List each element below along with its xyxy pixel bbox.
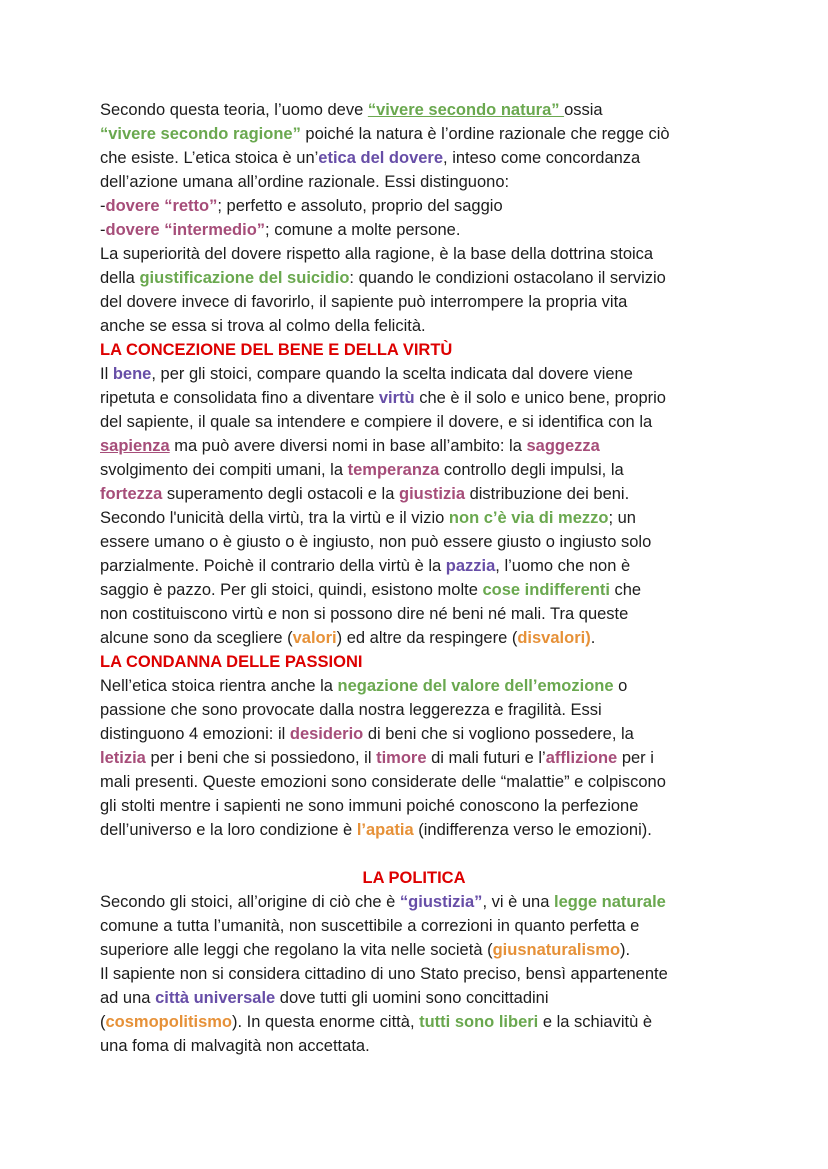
highlighted-term: temperanza	[347, 461, 440, 479]
text-run: del dovere invece di favorirlo, il sapiente può interrompere la propria vita	[100, 293, 628, 311]
text-run: ). In questa enorme città,	[232, 1013, 420, 1031]
highlighted-term: dovere “retto”	[105, 197, 218, 215]
text-run: .	[590, 629, 596, 647]
text-run: una foma di malvagità non accettata.	[100, 1037, 370, 1055]
text-line	[100, 578, 728, 602]
text-run: ) ed altre da respingere (	[336, 629, 518, 647]
text-run: Secondo l'unicità della virtù, tra la virtù e il vizio	[100, 509, 449, 527]
text-run: distinguono 4 emozioni: il	[100, 725, 290, 743]
text-run: gli stolti mentre i sapienti ne sono immuni poiché conoscono la perfezione	[100, 797, 639, 815]
text-line	[100, 386, 728, 410]
highlighted-term: desiderio	[289, 725, 364, 743]
text-run: ripetuta e consolidata fino a diventare	[100, 389, 379, 407]
text-run: del sapiente, il quale sa intendere e compiere il dovere, e si identifica con la	[100, 413, 653, 431]
highlighted-term: legge naturale	[553, 893, 666, 911]
text-run: ; perfetto e assoluto, proprio del saggio	[217, 197, 503, 215]
highlighted-term: “vivere secondo ragione”	[100, 125, 301, 143]
highlighted-term: giusnaturalismo	[492, 941, 621, 959]
highlighted-term: sapienza	[100, 437, 170, 455]
text-line	[100, 602, 728, 626]
section-heading	[100, 866, 728, 890]
text-line	[100, 266, 728, 290]
text-run: parzialmente. Poichè il contrario della virtù è la	[100, 557, 446, 575]
section-heading	[100, 338, 728, 362]
text-line	[100, 674, 728, 698]
highlighted-term: giustizia	[398, 485, 465, 503]
text-run: Nell’etica stoica rientra anche la	[100, 677, 338, 695]
text-run: dell’universo e la loro condizione è	[100, 821, 357, 839]
text-run: Secondo questa teoria, l’uomo deve	[100, 101, 368, 119]
document-body	[100, 98, 728, 1058]
text-line	[100, 698, 728, 722]
highlighted-term: “vivere secondo natura”	[367, 101, 565, 119]
text-run: che è il solo e unico bene, proprio	[414, 389, 666, 407]
highlighted-term: dovere “intermedio”	[105, 221, 266, 239]
text-line	[100, 482, 728, 506]
text-line	[100, 218, 728, 242]
text-run: per i beni che si possiedono, il	[145, 749, 377, 767]
text-line	[100, 242, 728, 266]
text-line	[100, 1010, 728, 1034]
highlighted-term: pazzia	[445, 557, 496, 575]
text-run: Il sapiente non si considera cittadino di uno Stato preciso, bensì appartenente	[100, 965, 668, 983]
highlighted-term: tutti sono liberi	[419, 1013, 539, 1031]
text-line	[100, 626, 728, 650]
text-line	[100, 458, 728, 482]
section-heading-text: LA CONDANNA DELLE PASSIONI	[100, 653, 363, 671]
text-run: della	[100, 269, 140, 287]
text-run: non costituiscono virtù e non si possono dire né beni né mali. Tra queste	[100, 605, 629, 623]
text-run: ad una	[100, 989, 156, 1007]
text-run: di beni che si vogliono possedere, la	[363, 725, 634, 743]
text-line	[100, 914, 728, 938]
highlighted-term: giustificazione del suicidio	[139, 269, 350, 287]
text-line	[100, 314, 728, 338]
text-run: ma può avere diversi nomi in base all’ambito: la	[169, 437, 527, 455]
text-line	[100, 722, 728, 746]
section-heading-text: LA CONCEZIONE DEL BENE E DELLA VIRTÙ	[100, 341, 453, 359]
text-run: , l’uomo che non è	[495, 557, 631, 575]
text-run: ).	[620, 941, 631, 959]
text-line	[100, 122, 728, 146]
text-line	[100, 818, 728, 842]
highlighted-term: l’apatia	[356, 821, 414, 839]
text-run: che esiste. L’etica stoica è un’	[100, 149, 319, 167]
text-line	[100, 146, 728, 170]
text-run: e la schiavitù è	[538, 1013, 653, 1031]
highlighted-term: “giustizia”	[399, 893, 483, 911]
text-run: per i	[617, 749, 654, 767]
text-run: che	[609, 581, 642, 599]
text-run: , vi è una	[482, 893, 554, 911]
text-line	[100, 362, 728, 386]
text-run: anche se essa si trova al colmo della felicità.	[100, 317, 426, 335]
text-run: superiore alle leggi che regolano la vita nelle società (	[100, 941, 493, 959]
text-run: poiché la natura è l’ordine razionale che regge ciò	[300, 125, 670, 143]
text-run: Il	[100, 365, 113, 383]
text-run: comune a tutta l’umanità, non suscettibile a correzioni in quanto perfetta e	[100, 917, 640, 935]
text-run: ; un	[608, 509, 636, 527]
text-line	[100, 986, 728, 1010]
text-run: o	[613, 677, 628, 695]
highlighted-term: virtù	[378, 389, 415, 407]
text-line	[100, 938, 728, 962]
text-line	[100, 410, 728, 434]
text-run: dell’azione umana all’ordine razionale. Essi distinguono:	[100, 173, 510, 191]
text-run: svolgimento dei compiti umani, la	[100, 461, 348, 479]
text-run: superamento degli ostacoli e la	[162, 485, 399, 503]
text-run: ; comune a molte persone.	[265, 221, 461, 239]
text-line	[100, 530, 728, 554]
text-run: controllo degli impulsi, la	[439, 461, 624, 479]
text-line	[100, 746, 728, 770]
text-line	[100, 98, 728, 122]
highlighted-term: disvalori)	[517, 629, 591, 647]
text-line	[100, 194, 728, 218]
text-run: : quando le condizioni ostacolano il servizio	[349, 269, 666, 287]
blank-line	[100, 842, 728, 866]
text-run: , inteso come concordanza	[443, 149, 641, 167]
text-run: saggio è pazzo. Per gli stoici, quindi, esistono molte	[100, 581, 483, 599]
text-run: ossia	[564, 101, 603, 119]
text-line	[100, 1034, 728, 1058]
text-line	[100, 794, 728, 818]
text-run: dove tutti gli uomini sono concittadini	[275, 989, 549, 1007]
text-line	[100, 962, 728, 986]
highlighted-term: timore	[376, 749, 427, 767]
highlighted-term: valori	[292, 629, 337, 647]
text-line	[100, 434, 728, 458]
text-run: (indifferenza verso le emozioni).	[413, 821, 652, 839]
section-heading	[100, 650, 728, 674]
highlighted-term: cose indifferenti	[482, 581, 610, 599]
text-run: essere umano o è giusto o è ingiusto, non può essere giusto o ingiusto solo	[100, 533, 652, 551]
text-run: di mali futuri e l’	[426, 749, 546, 767]
text-run: passione che sono provocate dalla nostra leggerezza e fragilità. Essi	[100, 701, 602, 719]
text-line	[100, 290, 728, 314]
highlighted-term: fortezza	[100, 485, 163, 503]
highlighted-term: bene	[112, 365, 152, 383]
highlighted-term: cosmopolitismo	[105, 1013, 233, 1031]
highlighted-term: letizia	[100, 749, 146, 767]
highlighted-term: saggezza	[526, 437, 600, 455]
text-run: Secondo gli stoici, all’origine di ciò che è	[100, 893, 400, 911]
text-run: -	[100, 221, 106, 239]
text-line	[100, 770, 728, 794]
text-run: distribuzione dei beni.	[465, 485, 630, 503]
text-run: La superiorità del dovere rispetto alla ragione, è la base della dottrina stoica	[100, 245, 654, 263]
highlighted-term: negazione del valore dell’emozione	[337, 677, 614, 695]
text-line	[100, 554, 728, 578]
section-heading-text: LA POLITICA	[362, 869, 466, 887]
text-run: (	[100, 1013, 106, 1031]
highlighted-term: non c’è via di mezzo	[448, 509, 609, 527]
text-run: -	[100, 197, 106, 215]
text-line	[100, 170, 728, 194]
text-run: , per gli stoici, compare quando la scelta indicata dal dovere viene	[151, 365, 633, 383]
highlighted-term: città universale	[155, 989, 276, 1007]
text-run: alcune sono da scegliere (	[100, 629, 293, 647]
text-line	[100, 890, 728, 914]
text-line	[100, 506, 728, 530]
text-run: mali presenti. Queste emozioni sono considerate delle “malattie” e colpiscono	[100, 773, 666, 791]
highlighted-term: afflizione	[545, 749, 618, 767]
highlighted-term: etica del dovere	[318, 149, 444, 167]
